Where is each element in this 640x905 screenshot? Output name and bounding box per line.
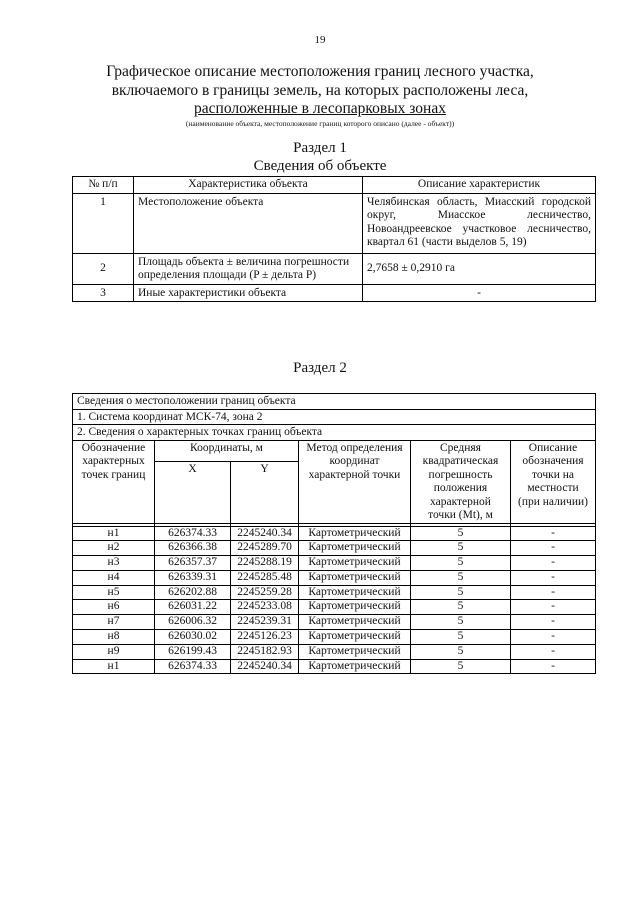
point-error: 5 (411, 630, 511, 645)
point-description: - (511, 526, 596, 541)
point-y: 2245259.28 (231, 585, 299, 600)
point-y: 2245239.31 (231, 615, 299, 630)
info-row (73, 394, 596, 410)
point-name: н3 (73, 556, 155, 571)
point-x: 626374.33 (155, 526, 231, 541)
point-method: Картометрический (299, 556, 411, 571)
point-description: - (511, 570, 596, 585)
header-description: Описание характеристик (363, 177, 596, 194)
point-method: Картометрический (299, 644, 411, 659)
point-description: - (511, 541, 596, 556)
table-row (73, 630, 596, 645)
section1-title: Раздел 1 (293, 140, 347, 156)
table-row (73, 541, 596, 556)
point-description: - (511, 600, 596, 615)
point-name: н1 (73, 659, 155, 674)
info-row (73, 425, 596, 441)
table-header-row (73, 177, 596, 194)
point-error: 5 (411, 615, 511, 630)
point-method: Картометрический (299, 659, 411, 674)
point-error: 5 (411, 585, 511, 600)
points-header-row (73, 440, 596, 461)
page-number: 19 (314, 34, 326, 46)
point-description: - (511, 644, 596, 659)
header-x: X (155, 461, 231, 523)
point-x: 626030.02 (155, 630, 231, 645)
row-num: 3 (73, 284, 134, 302)
point-method: Картометрический (299, 585, 411, 600)
point-description: - (511, 585, 596, 600)
point-y: 2245126.23 (231, 630, 299, 645)
point-name: н2 (73, 541, 155, 556)
header-characteristic: Характеристика объекта (134, 177, 363, 194)
point-y: 2245288.19 (231, 556, 299, 571)
point-name: н7 (73, 615, 155, 630)
point-name: н4 (73, 570, 155, 585)
point-description: - (511, 659, 596, 674)
point-error: 5 (411, 644, 511, 659)
title-note: (наименование объекта, местоположение границ которого описано (далее - объект)) (185, 119, 455, 128)
point-method: Картометрический (299, 615, 411, 630)
table-row (73, 659, 596, 674)
table-row (73, 615, 596, 630)
point-method: Картометрический (299, 570, 411, 585)
point-description: - (511, 615, 596, 630)
row-description: Челябинская область, Миасский городской округ, Миасское лесничество, Новоандреевское участковое лесничество, квартал 61 (части выделов 5, 19) (363, 193, 596, 253)
point-x: 626031.22 (155, 600, 231, 615)
table-row (73, 526, 596, 541)
point-error: 5 (411, 556, 511, 571)
row-characteristic: Площадь объекта ± величина погрешности определения площади (P ± дельта P) (134, 253, 363, 284)
point-error: 5 (411, 659, 511, 674)
points-info-title: 2. Сведения о характерных точках границ объекта (73, 425, 596, 441)
point-method: Картометрический (299, 541, 411, 556)
point-y: 2245289.70 (231, 541, 299, 556)
document-title (60, 62, 580, 129)
point-x: 626366.38 (155, 541, 231, 556)
row-description: 2,7658 ± 0,2910 га (363, 253, 596, 284)
point-error: 5 (411, 541, 511, 556)
point-x: 626357.37 (155, 556, 231, 571)
section2-title: Раздел 2 (293, 360, 347, 376)
point-y: 2245240.34 (231, 659, 299, 674)
table-row (73, 600, 596, 615)
coordinate-system: 1. Система координат МСК-74, зона 2 (73, 409, 596, 425)
point-x: 626202.88 (155, 585, 231, 600)
point-description: - (511, 556, 596, 571)
point-x: 626374.33 (155, 659, 231, 674)
table-row (73, 193, 596, 253)
title-line-3: расположенные в лесопарковых зонах (194, 100, 446, 117)
header-error: Средняя квадратическая погрешность положения характерной точки (Mt), м (411, 440, 511, 523)
row-num: 2 (73, 253, 134, 284)
table-row (73, 570, 596, 585)
header-coordinates: Координаты, м (155, 440, 299, 461)
point-y: 2245285.48 (231, 570, 299, 585)
title-line-1: Графическое описание местоположения границ лесного участка, (106, 63, 534, 80)
header-y: Y (231, 461, 299, 523)
point-name: н9 (73, 644, 155, 659)
boundary-points-table (72, 393, 596, 674)
boundary-info-title: Сведения о местоположении границ объекта (73, 394, 596, 410)
point-error: 5 (411, 570, 511, 585)
header-method: Метод определения координат характерной точки (299, 440, 411, 523)
row-description: - (363, 284, 596, 302)
table-row (73, 253, 596, 284)
point-y: 2245233.08 (231, 600, 299, 615)
table-row (73, 556, 596, 571)
point-error: 5 (411, 600, 511, 615)
point-method: Картометрический (299, 526, 411, 541)
table-row (73, 644, 596, 659)
point-name: н6 (73, 600, 155, 615)
point-name: н5 (73, 585, 155, 600)
point-method: Картометрический (299, 630, 411, 645)
section1-subtitle: Сведения об объекте (253, 158, 387, 174)
point-x: 626339.31 (155, 570, 231, 585)
point-error: 5 (411, 526, 511, 541)
point-y: 2245240.34 (231, 526, 299, 541)
points-body (73, 526, 596, 674)
point-name: н1 (73, 526, 155, 541)
header-designation: Обозначение характерных точек границ (73, 440, 155, 523)
header-num: № п/п (73, 177, 134, 194)
row-characteristic: Иные характеристики объекта (134, 284, 363, 302)
info-row (73, 409, 596, 425)
header-point-description: Описание обозначения точки на местности (при наличии) (511, 440, 596, 523)
title-line-2: включаемого в границы земель, на которых расположены леса, (111, 82, 529, 99)
table-row (73, 585, 596, 600)
point-name: н8 (73, 630, 155, 645)
point-method: Картометрический (299, 600, 411, 615)
row-num: 1 (73, 193, 134, 253)
object-info-table (72, 176, 596, 302)
point-x: 626006.32 (155, 615, 231, 630)
table-row (73, 284, 596, 302)
point-x: 626199.43 (155, 644, 231, 659)
row-characteristic: Местоположение объекта (134, 193, 363, 253)
point-description: - (511, 630, 596, 645)
point-y: 2245182.93 (231, 644, 299, 659)
